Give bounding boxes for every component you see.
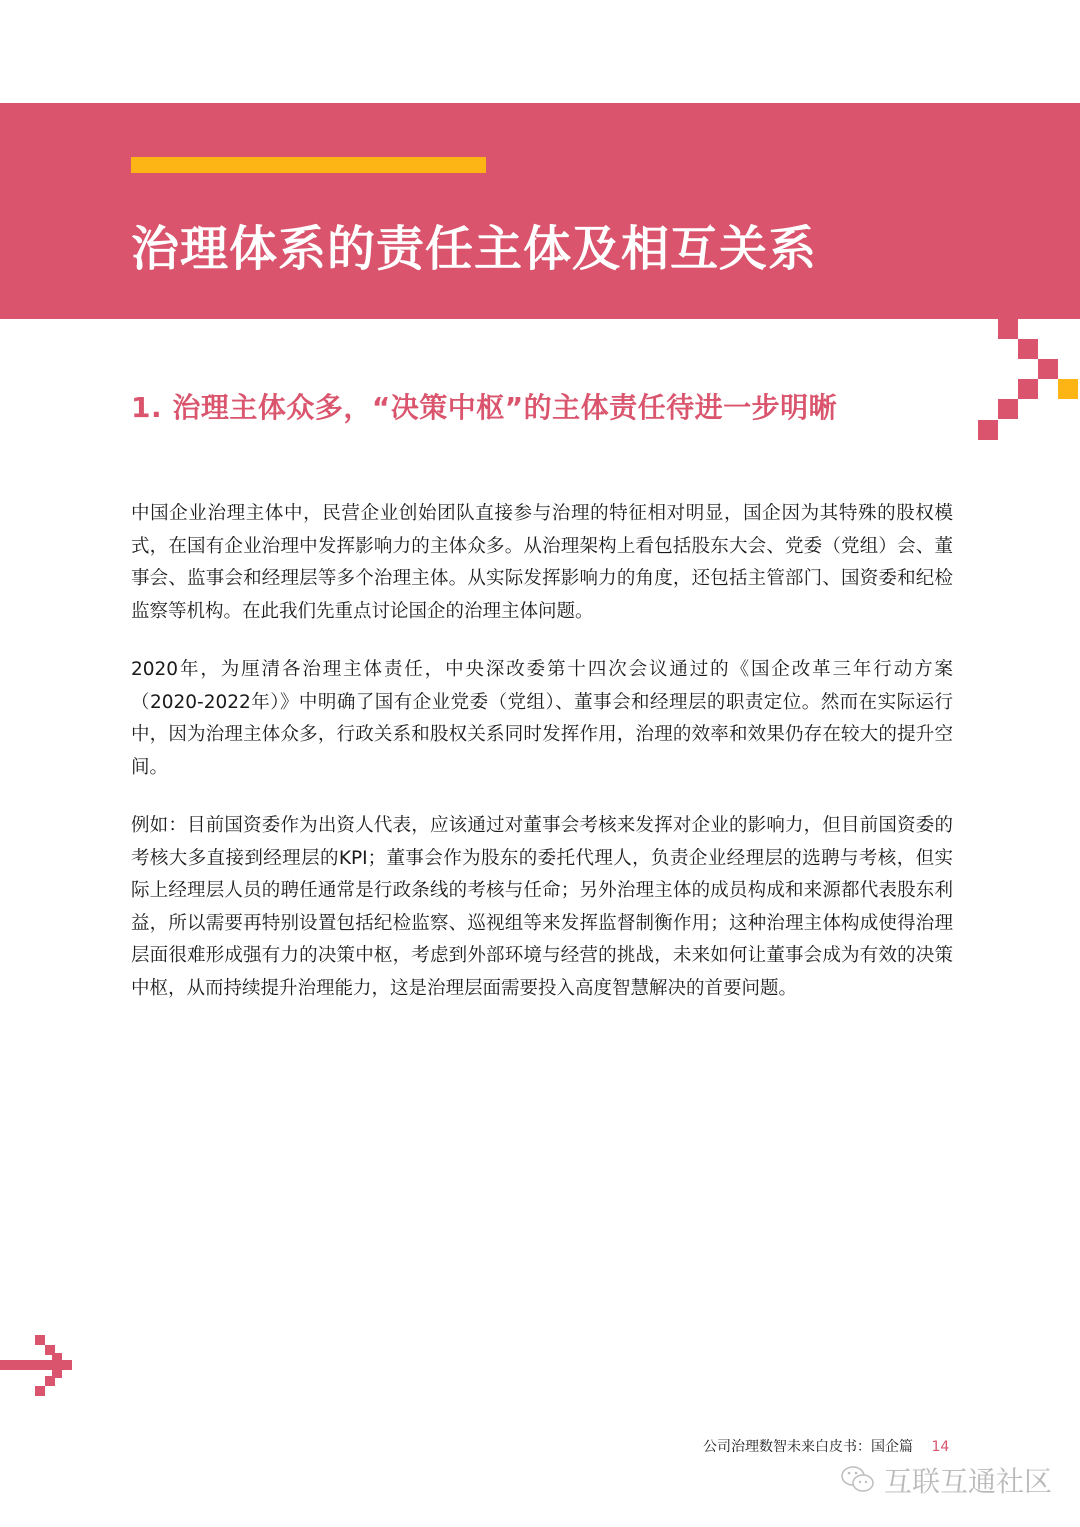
- paragraph: 例如：目前国资委作为出资人代表，应该通过对董事会考核来发挥对企业的影响力，但目前国资委的考核大多直接到经理层的KPI；董事会作为股东的委托代理人，负责企业经理层的选聘与考核，但实际上经理层人员的聘任通常是行政条线的考核与任命；另外治理主体的成员构成和来源都代表股东利益，所以需要再特别设置包括纪检监察、巡视组等来发挥监督制衡作用；这种治理主体构成使得治理层面很难形成强有力的决策中枢，考虑到外部环境与经营的挑战，未来如何让董事会成为有效的决策中枢，从而持续提升治理能力，这是治理层面需要投入高度智慧解决的首要问题。: [131, 815, 953, 999]
- wechat-icon: [840, 1464, 876, 1496]
- page-number: 14: [931, 1439, 950, 1455]
- paragraph: 2020年，为厘清各治理主体责任，中央深改委第十四次会议通过的《国企改革三年行动方案（2020-2022年）》中明确了国有企业党委（党组）、董事会和经理层的职责定位。然而在实际运行中，因为治理主体众多，行政关系和股权关系同时发挥作用，治理的效率和效果仍存在较大的提升空间。: [131, 659, 953, 778]
- page-title: 治理体系的责任主体及相互关系: [131, 221, 818, 277]
- title-banner: [0, 103, 1080, 319]
- accent-bar: [131, 157, 486, 173]
- watermark: [840, 1460, 1052, 1500]
- arrow-right-icon: [0, 1330, 80, 1400]
- paragraph: 中国企业治理主体中，民营企业创始团队直接参与治理的特征相对明显，国企因为其特殊的股权模式，在国有企业治理中发挥影响力的主体众多。从治理架构上看包括股东大会、党委（党组）会、董事会、监事会和经理层等多个治理主体。从实际发挥影响力的角度，还包括主管部门、国资委和纪检监察等机构。在此我们先重点讨论国企的治理主体问题。: [131, 503, 953, 622]
- section-heading: 1. 治理主体众多，“决策中枢”的主体责任待进一步明晰: [131, 391, 838, 424]
- body-text: [131, 498, 953, 1031]
- watermark-text: 互联互通社区: [884, 1465, 1053, 1498]
- publication-title: 公司治理数智未来白皮书：国企篇: [703, 1439, 913, 1455]
- page-footer: [703, 1436, 949, 1456]
